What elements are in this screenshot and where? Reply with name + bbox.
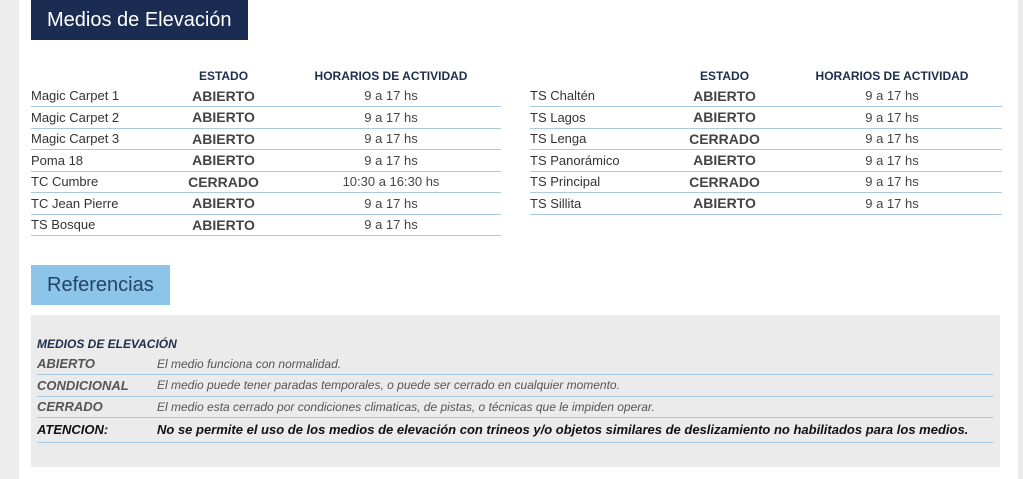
lift-name: TS Sillita xyxy=(530,193,667,215)
lift-name: Poma 18 xyxy=(31,150,166,172)
lift-status: CERRADO xyxy=(667,128,782,150)
lift-name: TS Chaltén xyxy=(530,85,667,107)
ref-label-abierto: ABIERTO xyxy=(37,353,157,375)
lift-schedule: 9 a 17 hs xyxy=(782,150,1002,172)
lift-status: ABIERTO xyxy=(166,150,281,172)
lift-row xyxy=(530,85,1002,107)
lift-row xyxy=(31,128,501,150)
lift-name: TS Lenga xyxy=(530,128,667,150)
lift-schedule: 10:30 a 16:30 hs xyxy=(281,171,501,193)
lift-row xyxy=(31,171,501,193)
lift-status: ABIERTO xyxy=(166,214,281,236)
lift-schedule: 9 a 17 hs xyxy=(281,214,501,236)
lift-row xyxy=(530,193,1002,215)
lift-status: CERRADO xyxy=(667,171,782,193)
section-title-medios: Medios de Elevación xyxy=(31,0,248,40)
lift-status: ABIERTO xyxy=(166,85,281,107)
lift-row xyxy=(530,107,1002,129)
lift-schedule: 9 a 17 hs xyxy=(281,107,501,129)
lift-row xyxy=(31,107,501,129)
lift-name: TS Panorámico xyxy=(530,150,667,172)
warning-text: No se permite el uso de los medios de elevación con trineos y/o objetos similares de deslizamiento no habilitados para los medios. xyxy=(157,418,994,443)
column-header-estado: ESTADO xyxy=(699,68,750,83)
ref-label-cerrado: CERRADO xyxy=(37,396,157,418)
ref-row xyxy=(37,353,994,375)
lift-status: ABIERTO xyxy=(166,193,281,215)
ref-row xyxy=(37,375,994,397)
lift-name: TC Jean Pierre xyxy=(31,193,166,215)
referencias-heading: MEDIOS DE ELEVACIÓN xyxy=(37,337,177,351)
lift-status: ABIERTO xyxy=(667,193,782,215)
lift-name: TS Lagos xyxy=(530,107,667,129)
lift-schedule: 9 a 17 hs xyxy=(782,128,1002,150)
ref-description: El medio puede tener paradas temporales, o puede ser cerrado en cualquier momento. xyxy=(157,375,994,397)
lift-schedule: 9 a 17 hs xyxy=(281,193,501,215)
lift-row xyxy=(31,193,501,215)
lift-row xyxy=(31,214,501,236)
ref-row xyxy=(37,396,994,418)
column-header-horarios: HORARIOS DE ACTIVIDAD xyxy=(314,68,468,83)
lift-schedule: 9 a 17 hs xyxy=(281,128,501,150)
lift-status: ABIERTO xyxy=(166,107,281,129)
lift-row xyxy=(31,85,501,107)
lift-name: Magic Carpet 2 xyxy=(31,107,166,129)
page xyxy=(19,0,1018,479)
lift-schedule: 9 a 17 hs xyxy=(281,150,501,172)
lift-status: ABIERTO xyxy=(667,85,782,107)
ref-description: El medio esta cerrado por condiciones climaticas, de pistas, o técnicas que le impiden operar. xyxy=(157,396,994,418)
ref-row-warning xyxy=(37,418,994,443)
referencias-table xyxy=(37,353,994,443)
column-header-horarios: HORARIOS DE ACTIVIDAD xyxy=(815,68,969,83)
ref-label-condicional: CONDICIONAL xyxy=(37,375,157,397)
lift-table-right xyxy=(530,66,1002,215)
lift-name: TS Bosque xyxy=(31,214,166,236)
section-title-referencias: Referencias xyxy=(31,265,170,305)
lift-row xyxy=(530,150,1002,172)
lift-status: ABIERTO xyxy=(667,107,782,129)
lift-schedule: 9 a 17 hs xyxy=(782,171,1002,193)
lift-schedule: 9 a 17 hs xyxy=(782,85,1002,107)
warning-label: ATENCION: xyxy=(37,418,157,443)
lift-schedule: 9 a 17 hs xyxy=(281,85,501,107)
column-header-name xyxy=(530,66,667,85)
lift-status: ABIERTO xyxy=(166,128,281,150)
ref-description: El medio funciona con normalidad. xyxy=(157,353,994,375)
column-header-name xyxy=(31,66,166,85)
lift-row xyxy=(530,128,1002,150)
lift-schedule: 9 a 17 hs xyxy=(782,107,1002,129)
lift-name: Magic Carpet 1 xyxy=(31,85,166,107)
lift-schedule: 9 a 17 hs xyxy=(782,193,1002,215)
lift-name: TS Principal xyxy=(530,171,667,193)
lift-row xyxy=(530,171,1002,193)
referencias-panel xyxy=(31,315,1000,467)
lift-name: Magic Carpet 3 xyxy=(31,128,166,150)
lift-name: TC Cumbre xyxy=(31,171,166,193)
lift-status: CERRADO xyxy=(166,171,281,193)
lift-table-left xyxy=(31,66,501,236)
lift-row xyxy=(31,150,501,172)
column-header-estado: ESTADO xyxy=(198,68,249,83)
lift-status: ABIERTO xyxy=(667,150,782,172)
